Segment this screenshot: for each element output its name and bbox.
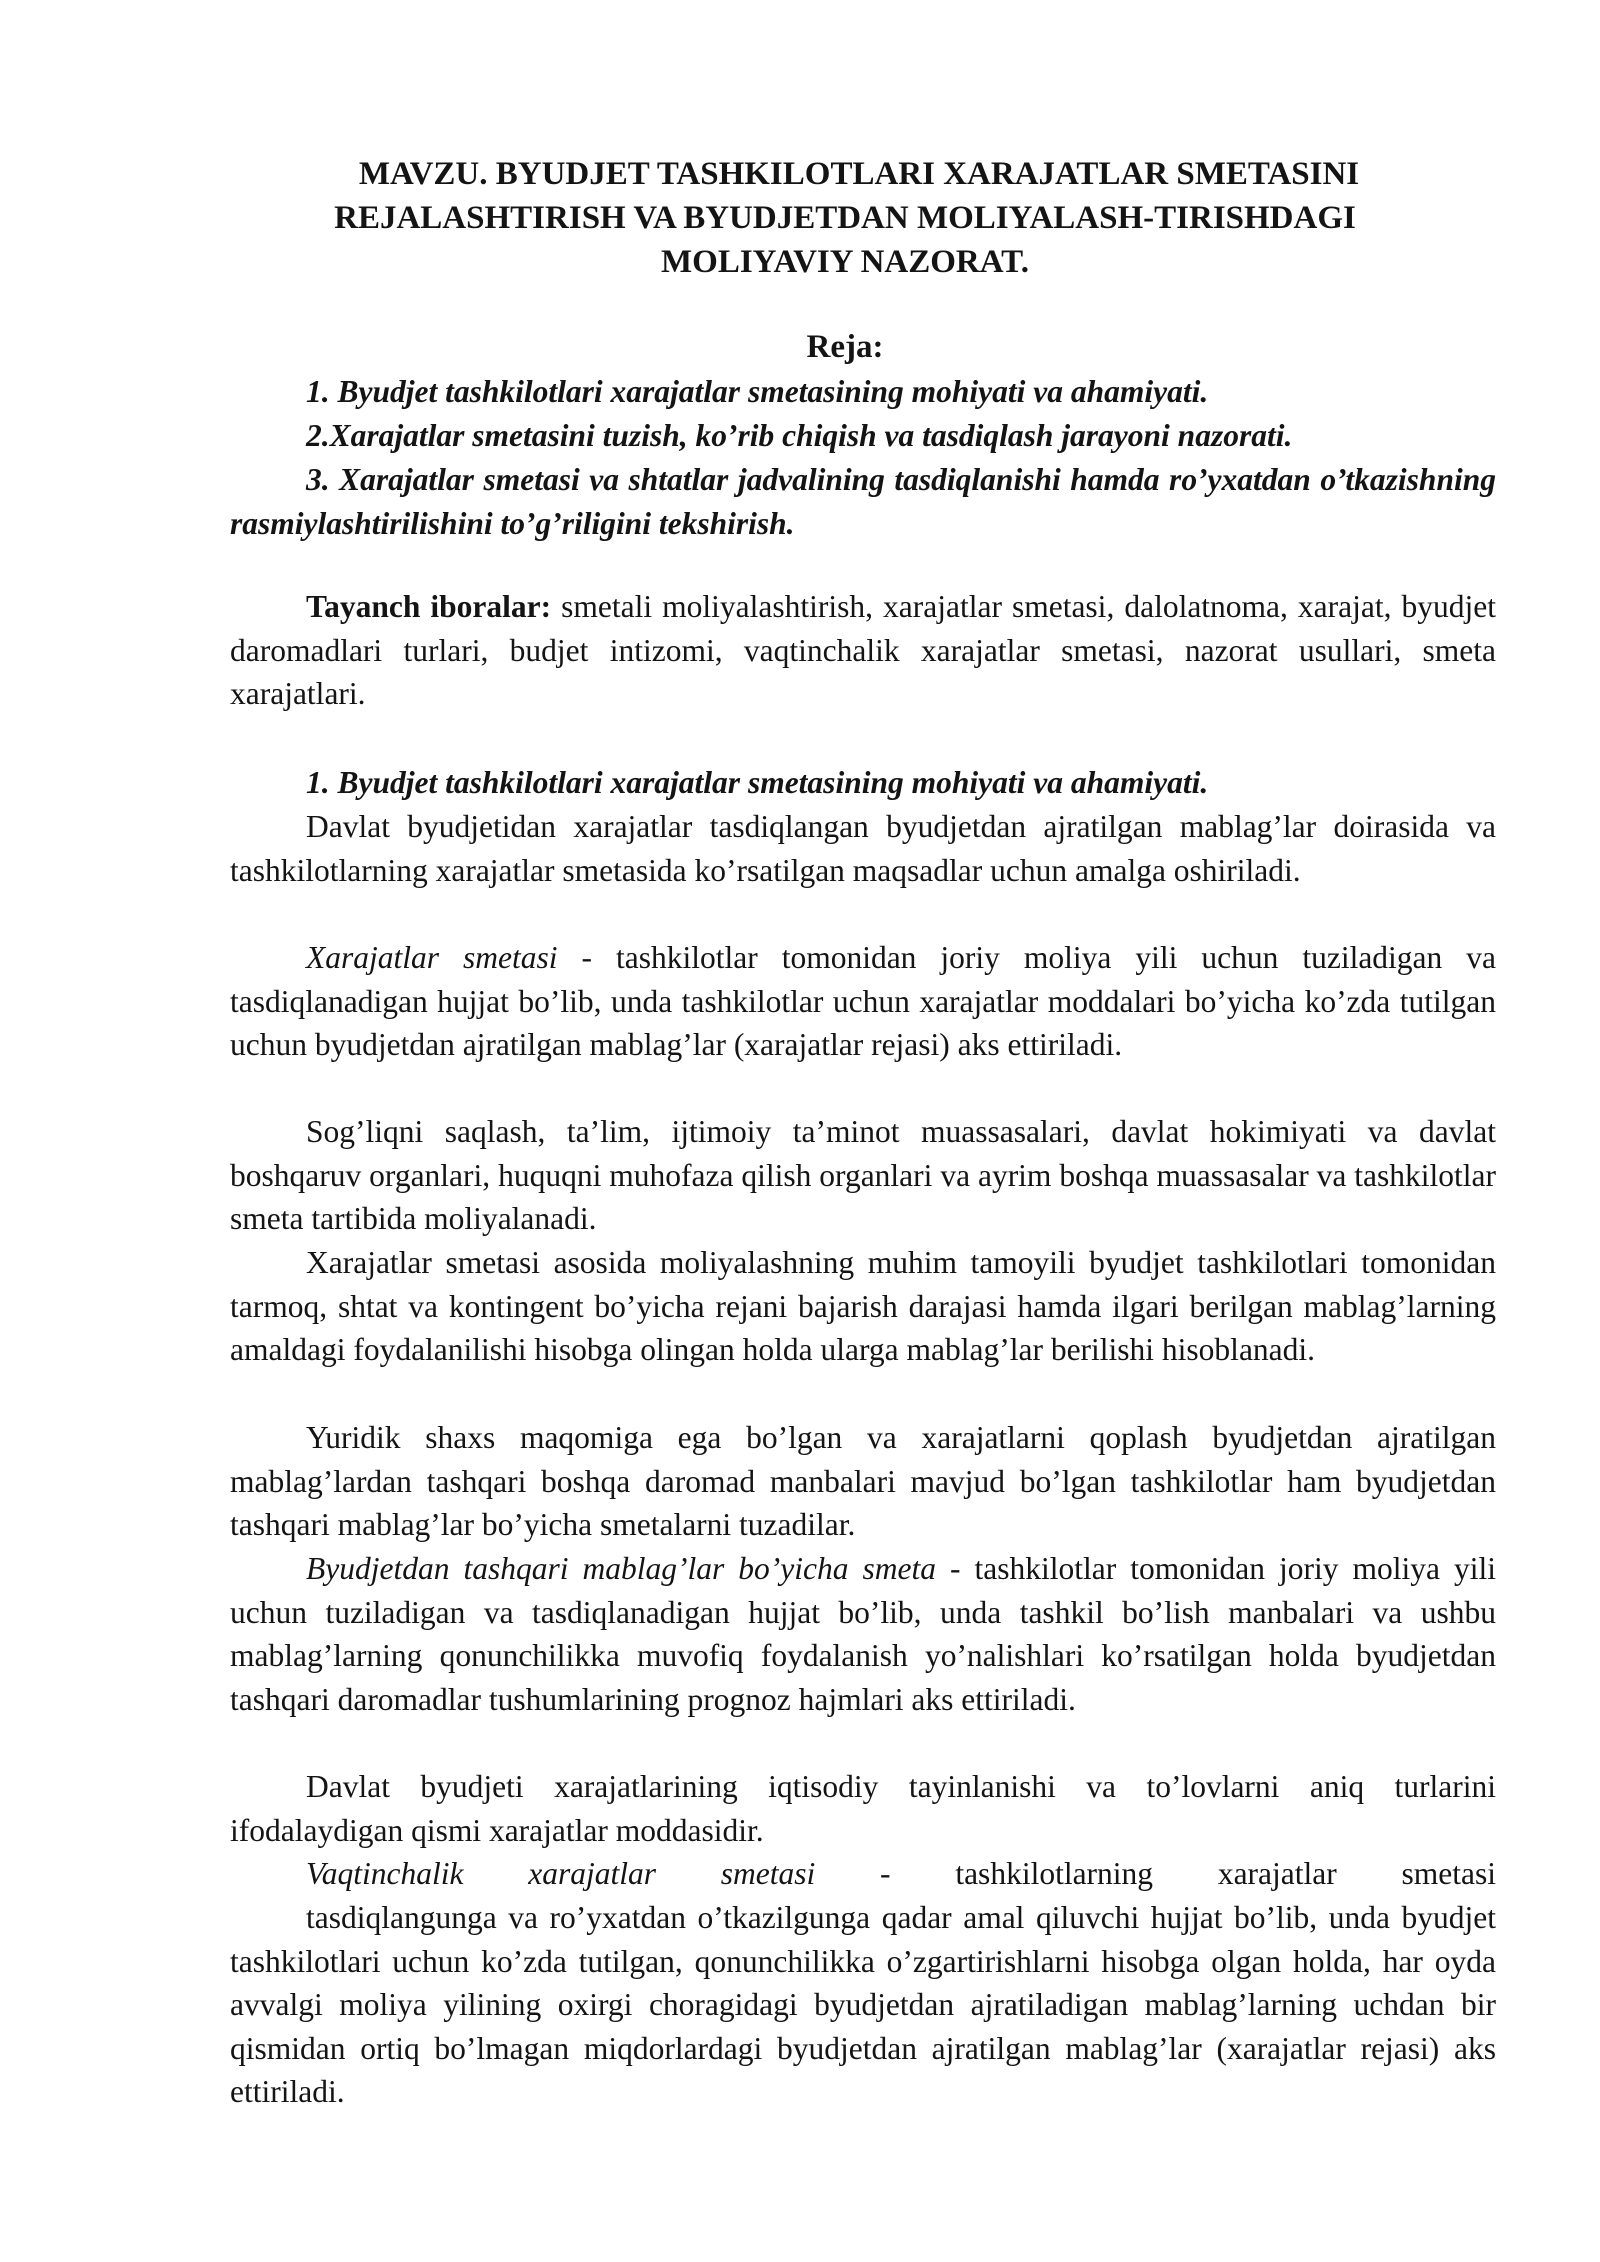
title-line: REJALASHTIRISH VA BYUDJETDAN MOLIYALASH-TIRISHDAGI xyxy=(334,200,1356,236)
title-line: MOLIYAVIY NAZORAT. xyxy=(661,244,1029,280)
paragraph: tasdiqlangunga va ro’yxatdan o’tkazilgunga qadar amal qiluvchi hujjat bo’lib, unda byudjet tashkilotlari uchun ko’zda tutilgan, qonunchilikka o’zgartirishlarni hisobga olgan holda, har oyda avvalgi moliya yilining oxirgi choragidagi byudjetdan ajratiladigan mablag’larning uchdan bir qismidan ortiq bo’lmagan miqdorlardagi byudjetdan ajratilgan mablag’lar (xarajatlar rejasi) aks ettiriladi. xyxy=(230,1900,1496,2110)
term: Xarajatlar smetasi xyxy=(306,940,558,975)
paragraph xyxy=(230,936,1496,1067)
paragraph xyxy=(230,1852,1496,1896)
plan-heading: Reja: xyxy=(806,329,884,365)
plan-item-2: 2.Xarajatlar smetasini tuzish, ko’rib chiqish va tasdiqlash jarayoni nazorati. xyxy=(306,418,1293,453)
paragraph: Davlat byudjetidan xarajatlar tasdiqlangan byudjetdan ajratilgan mablag’lar doirasida va tashkilotlarning xarajatlar smetasida ko’rsatilgan maqsadlar uchun amalga oshiriladi. xyxy=(230,809,1496,888)
paragraph-text: - tashkilotlar tomonidan joriy moliya yili uchun tuziladigan va tasdiqlanadigan hujjat bo’lib, unda tashkil bo’lish manbalari va ushbu mablag’larning qonunchilikka muvofiq foydalanish yo’nalishlari ko’rsatilgan holda byudjetdan tashqari daromadlar tushumlarining prognoz hajmlari aks ettiriladi. xyxy=(230,1551,1496,1717)
plan-item-1: 1. Byudjet tashkilotlari xarajatlar smetasining mohiyati va ahamiyati. xyxy=(306,374,1209,409)
paragraph-text: - tashkilotlarning xarajatlar smetasi xyxy=(815,1856,1496,1891)
title-line: MAVZU. BYUDJET TASHKILOTLARI XARAJATLAR SMETASINI xyxy=(358,156,1360,192)
document-title xyxy=(230,152,1460,284)
term: Byudjetdan tashqari mablag’lar bo’yicha smeta xyxy=(306,1551,936,1586)
plan-item-3: 3. Xarajatlar smetasi va shtatlar jadvalining tasdiqlanishi hamda ro’yxatdan o’tkazishning rasmiylashtirilishini to’g’riligini tekshirish. xyxy=(230,462,1496,541)
paragraph-text: - tashkilotlar tomonidan joriy moliya yili uchun tuziladigan va tasdiqlanadigan hujjat bo’lib, unda tashkilotlar uchun xarajatlar moddalari bo’yicha ko’zda tutilgan uchun byudjetdan ajratilgan mablag’lar (xarajatlar rejasi) aks ettiriladi. xyxy=(230,940,1497,1063)
paragraph: Xarajatlar smetasi asosida moliyalashning muhim tamoyili byudjet tashkilotlari tomonidan tarmoq, shtat va kontingent bo’yicha rejani bajarish darajasi hamda ilgari berilgan mablag’larning amaldagi foydalanilishi hisobga olingan holda ularga mablag’lar berilishi hisoblanadi. xyxy=(230,1245,1496,1368)
paragraph: Davlat byudjeti xarajatlarining iqtisodiy tayinlanishi va to’lovlarni aniq turlarini ifodalaydigan qismi xarajatlar moddasidir. xyxy=(230,1769,1496,1848)
keywords-text: smetali moliyalashtirish, xarajatlar smetasi, dalolatnoma, xarajat, byudjet daromadlari turlari, budjet intizomi, vaqtinchalik xarajatlar smetasi, nazorat usullari, smeta xarajatlari. xyxy=(230,589,1496,712)
keywords-label: Tayanch iboralar: xyxy=(306,589,552,624)
term: Vaqtinchalik xarajatlar smetasi xyxy=(306,1856,816,1891)
keywords-paragraph xyxy=(230,585,1496,716)
paragraph: Yuridik shaxs maqomiga ega bo’lgan va xarajatlarni qoplash byudjetdan ajratilgan mablag’lardan tashqari boshqa daromad manbalari mavjud bo’lgan tashkilotlar ham byudjetdan tashqari mablag’lar bo’yicha smetalarni tuzadilar. xyxy=(230,1420,1496,1543)
paragraph xyxy=(230,1547,1496,1721)
section-heading: 1. Byudjet tashkilotlari xarajatlar smetasining mohiyati va ahamiyati. xyxy=(306,765,1209,800)
paragraph: Sog’liqni saqlash, ta’lim, ijtimoiy ta’minot muassasalari, davlat hokimiyati va davlat boshqaruv organlari, huquqni muhofaza qilish organlari va ayrim boshqa muassasalar va tashkilotlar smeta tartibida moliyalanadi. xyxy=(230,1114,1496,1237)
